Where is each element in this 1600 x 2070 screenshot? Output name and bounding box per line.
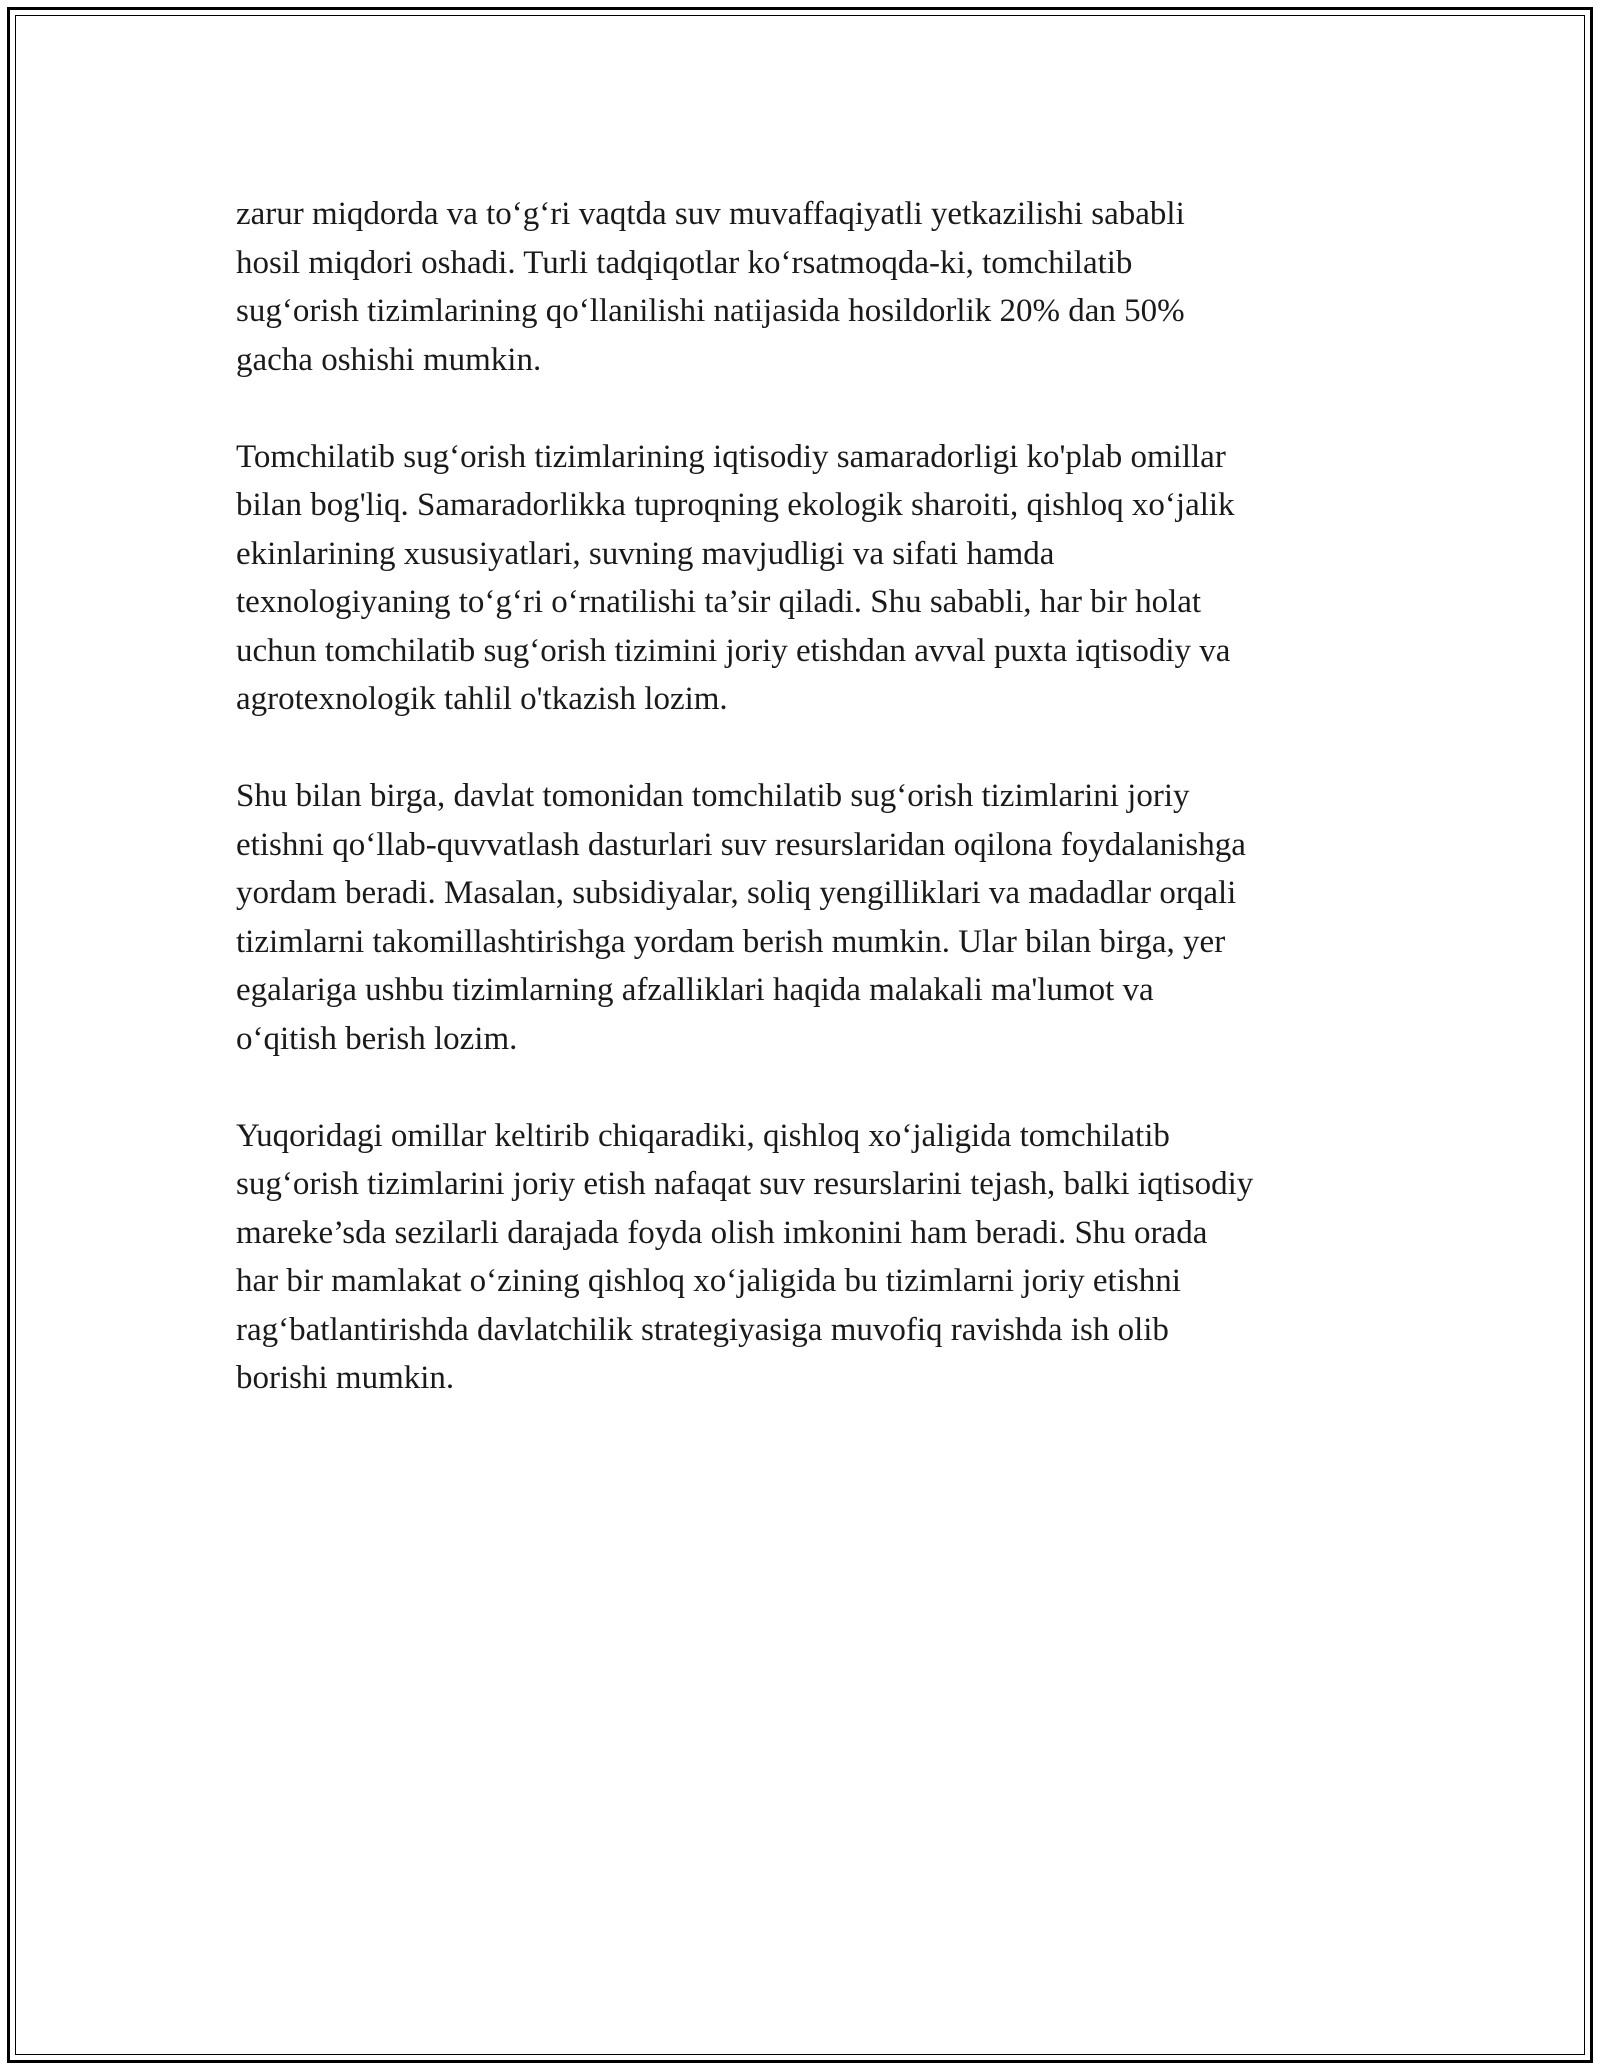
paragraph-1 [236, 190, 1396, 384]
text-line: rag‘batlantirishda davlatchilik strategiyasiga muvofiq ravishda ish olib [236, 1311, 1169, 1348]
text-line: tizimlarni takomillashtirishga yordam berish mumkin. Ular bilan birga, yer [236, 923, 1226, 960]
paragraph-4 [236, 1112, 1396, 1403]
text-line: texnologiyaning to‘g‘ri o‘rnatilishi ta’sir qiladi. Shu sababli, har bir holat [236, 584, 1202, 620]
document-body [236, 190, 1396, 1451]
text-line: yordam beradi. Masalan, subsidiyalar, soliq yengilliklari va madadlar orqali [236, 875, 1237, 911]
paragraph-2 [236, 433, 1396, 724]
text-line: Shu bilan birga, davlat tomonidan tomchilatib sug‘orish tizimlarini joriy [236, 778, 1190, 814]
text-line: agrotexnologik tahlil o'tkazish lozim. [236, 681, 728, 717]
text-line: o‘qitish berish lozim. [236, 1020, 518, 1057]
text-line: egalariga ushbu tizimlarning afzalliklari haqida malakali ma'lumot va [236, 972, 1154, 1008]
text-line: bilan bog'liq. Samaradorlikka tuproqning ekologik sharoiti, qishloq xo‘jalik [236, 487, 1235, 523]
text-line: hosil miqdori oshadi. Turli tadqiqotlar ko‘rsatmoqda-ki, tomchilatib [236, 244, 1133, 281]
text-line: ekinlarining xususiyatlari, suvning mavjudligi va sifati hamda [236, 535, 1055, 572]
text-line: gacha oshishi mumkin. [236, 341, 542, 378]
text-line: mareke’sda sezilarli darajada foyda olish imkonini ham beradi. Shu orada [236, 1214, 1208, 1251]
text-line: Yuqoridagi omillar keltirib chiqaradiki, qishloq xo‘jaligida tomchilatib [236, 1117, 1170, 1154]
text-line: sug‘orish tizimlarini joriy etish nafaqat suv resurslarini tejash, balki iqtisodiy [236, 1166, 1254, 1202]
text-line: uchun tomchilatib sug‘orish tizimini joriy etishdan avval puxta iqtisodiy va [236, 632, 1231, 669]
text-line: borishi mumkin. [236, 1360, 455, 1396]
text-line: etishni qo‘llab-quvvatlash dasturlari suv resurslaridan oqilona foydalanishga [236, 826, 1246, 863]
text-line: zarur miqdorda va to‘g‘ri vaqtda suv muvaffaqiyatli yetkazilishi sababli [236, 196, 1185, 232]
paragraph-3 [236, 772, 1396, 1063]
text-line: sug‘orish tizimlarining qo‘llanilishi natijasida hosildorlik 20% dan 50% [236, 293, 1185, 329]
text-line: Tomchilatib sug‘orish tizimlarining iqtisodiy samaradorligi ko'plab omillar [236, 438, 1226, 475]
text-line: har bir mamlakat o‘zining qishloq xo‘jaligida bu tizimlarni joriy etishni [236, 1263, 1181, 1299]
